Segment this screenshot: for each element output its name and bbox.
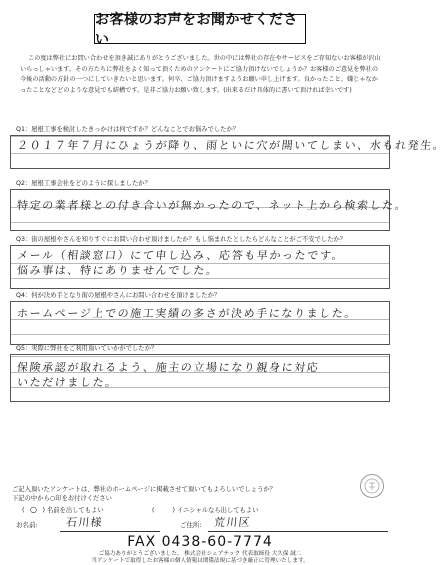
question-label-q3: Q3：街の屋根やさんを知りすぐにお問い合わせ頂けましたか？もし悩まれたとしたらどんなことがご不安でしたか？ [16,236,347,243]
address-field[interactable] [208,514,388,532]
name-field[interactable] [60,514,160,532]
answer-line: 悩み事は、特にありませんでした。 [16,264,220,277]
question-label-q1: Q1：屋根工事を検討したきっかけは何ですか？どんなことでお悩みでしたか？ [16,126,240,133]
consent-question-text: ご記入頂いたアンケートは、弊社のホームページに掲載させて頂いてもよろしいでしょうか？ [12,486,276,493]
answer-box-q4 [10,301,390,345]
seal-icon [363,477,381,495]
fax-number: FAX 0438-60-7774 [127,534,273,550]
question-block-q2 [10,180,409,231]
question-label-q4: Q4：何が決め手となり街の屋根やさんにお問い合わせを頂けましたか？ [16,292,221,299]
consent-question [12,485,276,503]
customer-info-row [10,514,390,535]
address-label: ご住所: [180,521,202,529]
answer-box-q2 [10,189,409,231]
survey-title: お客様のお声をお聞かせください [94,14,306,44]
consent-instruction: 下記の中から○印をお付けください [12,495,112,502]
consent-option-label: イニシャルなら出してもよい [176,507,259,514]
question-block-q3 [10,236,390,289]
address-value: 荒川区 [213,516,252,529]
consent-mark: ○ [29,505,37,514]
question-label-q2: Q2：屋根工事会社をどのように探しましたか？ [16,180,151,187]
answer-box-q1 [10,135,446,169]
question-block-q4 [10,292,390,345]
consent-option-initial[interactable]: ( ) イニシャルなら出してもよい [152,507,259,514]
question-label-q5: Q5：実際に弊社をご利用頂いていかがでしたか？ [16,345,158,352]
question-block-q1 [10,126,446,169]
footer-privacy: 当アンケートで取得したお客様の個人情報は関係法規に基づき厳正に管理いたします。 [91,558,309,564]
answer-line: ホームページ上での施工実績の多さが決め手になりました。 [16,307,358,320]
footer-thanks: ご協力ありがとうございました。 [98,551,183,557]
footer-company [0,551,400,557]
consent-option-label: 名前を出してもよい [46,507,104,514]
answer-line: 保険承認が取れるよう、施主の立場になり親身に対応 [16,361,321,374]
intro-text: この度は弊社にお問い合わせを頂き誠にありがとうございました。世の中には弊社の存在やサービスをご存知ないお客様が沢山いらっしゃいます。その方たちに弊社をよく知って頂くためのアンケートにご協力頂けないでしょうか？お客様のご意見を弊社の今後の活動の方針の一つにしていきたいと思います。何卒、ご協力頂けますようお願い申し上げます。良かったこと、嫌じゃなかったことなどどのような意見でも結構です。是非ご協力お願い致します。(出来るだけ具体的に書いて頂ければ幸いです) [20,55,381,94]
answer-line: 特定の業者様との付き合いが無かったので、ネット上から検索した。 [16,199,409,212]
answer-box-q3 [10,245,390,289]
consent-option-name[interactable]: ( ○ ) 名前を出してもよい [22,505,104,514]
answer-box-q5 [10,354,390,402]
approval-stamp [360,474,384,498]
name-value: 石川様 [65,516,104,529]
name-label: お名前: [16,521,38,529]
footer-company-name: 株式会社シェアテック 代表取締役 大久保 誠二 [184,551,302,557]
question-block-q5 [10,345,390,402]
answer-line: いただけました。 [16,376,119,389]
answer-line: ２０１７年７月にひょうが降り、雨といに穴が開いてしまい、水もれ発生。 [16,139,446,152]
answer-line: メール（相談窓口）にて申し込み、応答も早かったです。 [16,249,345,262]
